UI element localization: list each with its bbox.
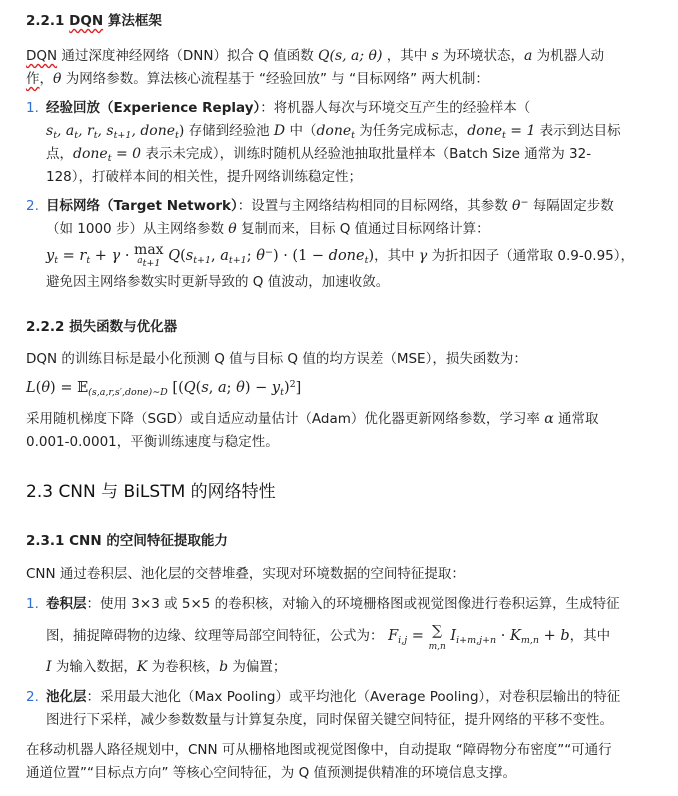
text: 为卷积核， <box>147 659 220 675</box>
text: 点， <box>46 146 73 162</box>
text: 为折扣因子（通常取 0.9-0.95）， <box>427 248 635 264</box>
text: 避免因主网络参数实时更新导致的 Q 值波动，加速收敛。 <box>46 274 390 290</box>
list-item-conv-layer <box>26 593 671 679</box>
text: 128），打破样本间的相关性，提升网络训练稳定性； <box>46 169 363 185</box>
var-s: s <box>431 48 439 64</box>
target-theta: θ− <box>512 197 529 214</box>
heading-2-2-1 <box>26 10 162 33</box>
heading-abbr: DQN <box>69 13 104 29</box>
text: 作 <box>26 71 40 87</box>
heading-number: 2.2.1 <box>26 13 70 29</box>
text: 为输入数据， <box>51 659 137 675</box>
text: 在移动机器人路径规划中，CNN 可从栅格地图或视觉图像中，自动提取 “障碍物分布密度”“可通行 <box>26 742 612 758</box>
dqn-abbr: DQN <box>26 48 58 64</box>
text: 为网络参数。算法核心流程基于 “经验回放” 与 “目标网络” 两大机制： <box>61 71 489 87</box>
list-item-target-network <box>26 195 671 294</box>
done-eq-0: done$_t$ = 0 <box>73 146 142 164</box>
target-q-formula: $y_t = r_t + \gamma$ · max $a_{t+1}$ $Q(s_{t+1}$, $a_{t+1}$; θ−) · (1 − done$_t$) <box>46 242 375 269</box>
text: 采用随机梯度下降（SGD）或自适应动量估计（Adam）优化器更新网络参数，学习率 <box>26 411 545 427</box>
text: ，其中 <box>374 248 419 264</box>
var-theta: θ <box>53 71 62 87</box>
text: 图进行下采样，减少参数数量与计算复杂度，同时保留关键空间特征，提升网络的平移不变性。 <box>46 712 613 728</box>
text: 为任务完成标志， <box>354 123 468 139</box>
text: ：使用 3×3 或 5×5 的卷积核，对输入的环境栅格图或视觉图像进行卷积运算，生成特征 <box>86 596 620 612</box>
text: 每隔固定步数 <box>528 198 614 214</box>
var-k: K <box>136 659 148 675</box>
text: 通过深度神经网络（DNN）拟合 Q 值函数 <box>57 48 319 64</box>
list-number: 2. <box>26 198 39 214</box>
text: ， <box>39 71 53 87</box>
list-item-experience-replay: 1. 经验回放（Experience Replay）：将机器人每次与环境交互产生的经验样本（ $s_t$, $a_t$, $r_t$, $s_{t+1}$, done$_t$) 存储到经验池 D 中（done$_t$ 为任务完成标志，done$_t$ = 1 表示到达目标 点，done$_t$ = 0 表示未完成），训练时随机从经验池抽取批量样本（Batch Size 通常为 32- 128），打破样本间的相关性，提升网络训练稳定性； <box>26 97 671 189</box>
var-i: I <box>46 659 52 675</box>
list-item-pooling-layer <box>26 686 671 732</box>
text: （如 1000 步）从主网络参数 <box>46 221 229 237</box>
var-alpha: α <box>544 411 554 427</box>
dqn-intro-paragraph <box>26 45 666 91</box>
text: 通道位置”“目标点方向” 等核心空间特征，为 Q 值预测提供精准的环境信息支撑。 <box>26 765 516 781</box>
list-number: 2. <box>26 689 39 705</box>
text: 0.001-0.0001，平衡训练速度与稳定性。 <box>26 434 279 450</box>
q-function-formula: Q(s, a; θ) <box>318 48 383 64</box>
text: 为偏置； <box>228 659 287 675</box>
text: 为机器人动 <box>532 48 605 64</box>
done-eq-1: done$_t$ = 1 <box>467 123 536 141</box>
heading-text: 算法框架 <box>103 13 162 29</box>
list-number: 1. <box>26 100 39 116</box>
text: ：采用最大池化（Max Pooling）或平均池化（Average Pooling），对卷积层输出的特征 <box>86 689 621 705</box>
text: ，其中 <box>382 48 432 64</box>
conv-formula: $F_{i,j}$ = ∑ m,n $I_{i+m,j+n} \cdot K_{m,n} + b$ <box>388 622 570 652</box>
var-b: b <box>219 659 229 675</box>
cnn-intro: CNN 通过卷积层、池化层的交替堆叠，实现对环境数据的空间特征提取： <box>26 566 465 582</box>
item-title: 经验回放（Experience Replay） <box>46 100 261 116</box>
text: 复制而来，目标 Q 值通过目标网络计算： <box>236 221 490 237</box>
cnn-outro <box>26 739 666 785</box>
text: 为环境状态， <box>438 48 525 64</box>
text: 表示未完成），训练时随机从经验池抽取批量样本（Batch Size 通常为 32- <box>141 146 592 162</box>
text: ：将机器人每次与环境交互产生的经验样本（ <box>260 100 531 116</box>
var-gamma: γ <box>418 248 428 264</box>
done-flag: done$_t$ <box>316 123 355 141</box>
item-title: 卷积层 <box>46 596 87 612</box>
text: 中（ <box>285 123 317 139</box>
text: 图，捕捉障碍物的边缘、纹理等局部空间特征，公式为： <box>46 628 384 644</box>
var-a: a <box>524 48 533 64</box>
text: 存储到经验池 <box>184 123 274 139</box>
experience-tuple: $s_t$, $a_t$, $r_t$, $s_{t+1}$, done$_t$ <box>46 123 179 141</box>
var-theta: θ <box>228 221 237 237</box>
var-d: D <box>273 123 286 139</box>
loss-formula: L(θ) = 𝔼$_{(s,a,r,s',done)\sim D}$ [(Q(s, a; $\theta) - y_t)^2$] <box>26 379 302 398</box>
item-title: 目标网络（Target Network） <box>46 198 238 214</box>
loss-intro: DQN 的训练目标是最小化预测 Q 值与目标 Q 值的均方误差（MSE），损失函数为： <box>26 351 527 367</box>
list-number: 1. <box>26 596 39 612</box>
heading-2-3-1: 2.3.1 CNN 的空间特征提取能力 <box>26 533 228 549</box>
text: 通常取 <box>553 411 599 427</box>
text: ：设置与主网络结构相同的目标网络，其参数 <box>237 198 513 214</box>
heading-2-2-2: 2.2.2 损失函数与优化器 <box>26 319 178 335</box>
text: ，其中 <box>569 628 611 644</box>
heading-2-3: 2.3 CNN 与 BiLSTM 的网络特性 <box>26 482 276 502</box>
item-title: 池化层 <box>46 689 87 705</box>
text: 表示到达目标 <box>535 123 621 139</box>
optimizer-paragraph <box>26 408 666 454</box>
